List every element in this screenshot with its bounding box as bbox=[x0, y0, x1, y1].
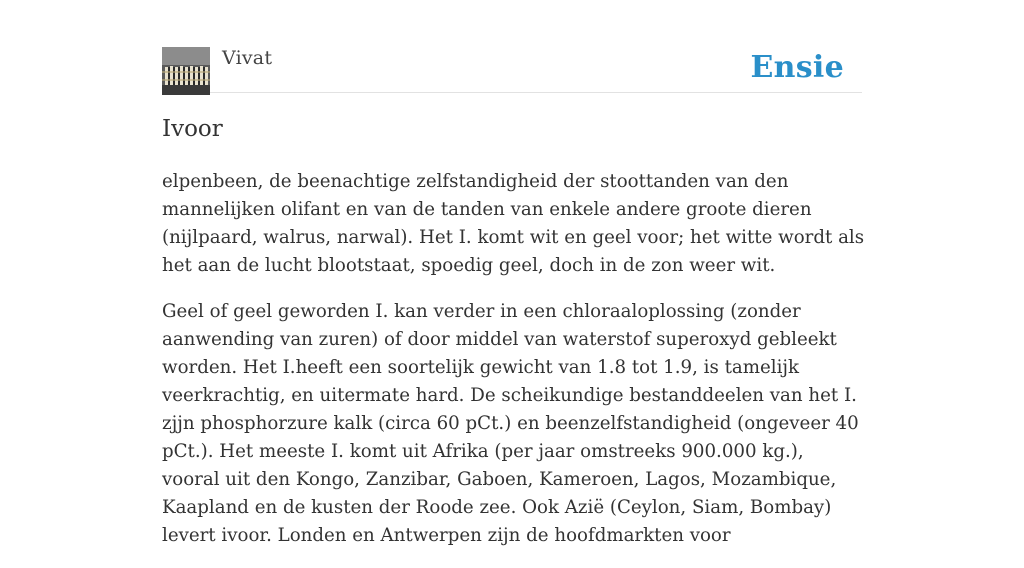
article-paragraph: Geel of geel geworden I. kan verder in een chloraaloplossing (zonder aanwending van zuren) of door middel van waterstof superoxyd gebleekt worden. Het I.heeft een soortelijk gewicht van 1.8 tot 1.9, is tamelijk veerkrachtig, en uitermate hard. De scheikundige bestanddeelen van het I. zjjn phosphorzure kalk (circa 60 pCt.) en beenzelfstandigheid (ongeveer 40 pCt.). Het meeste I. komt uit Afrika (per jaar omstreeks 900.000 kg.), vooral uit den Kongo, Zanzibar, Gaboen, Kameroen, Lagos, Mozambique, Kaapland en de kusten der Roode zee. Ook Azië (Ceylon, Siam, Bombay) levert ivoor. Londen en Antwerpen zijn de hoofdmarkten voor bbox=[162, 301, 859, 546]
source-name[interactable]: Vivat bbox=[222, 47, 273, 69]
page-header bbox=[162, 46, 862, 93]
article-paragraph: elpenbeen, de beenachtige zelfstandigheid der stoottanden van den mannelijken olifant en van de tanden van enkele andere groote dieren (nijlpaard, walrus, narwal). Het I. komt wit en geel voor; het witte wordt als het aan de lucht blootstaat, spoedig geel, doch in de zon weer wit. bbox=[162, 171, 865, 276]
article-body bbox=[162, 168, 866, 568]
article-title: Ivoor bbox=[162, 116, 223, 142]
source-avatar[interactable] bbox=[162, 47, 210, 95]
ensie-logo[interactable]: Ensie bbox=[750, 50, 844, 85]
book-spines-icon bbox=[162, 47, 210, 95]
